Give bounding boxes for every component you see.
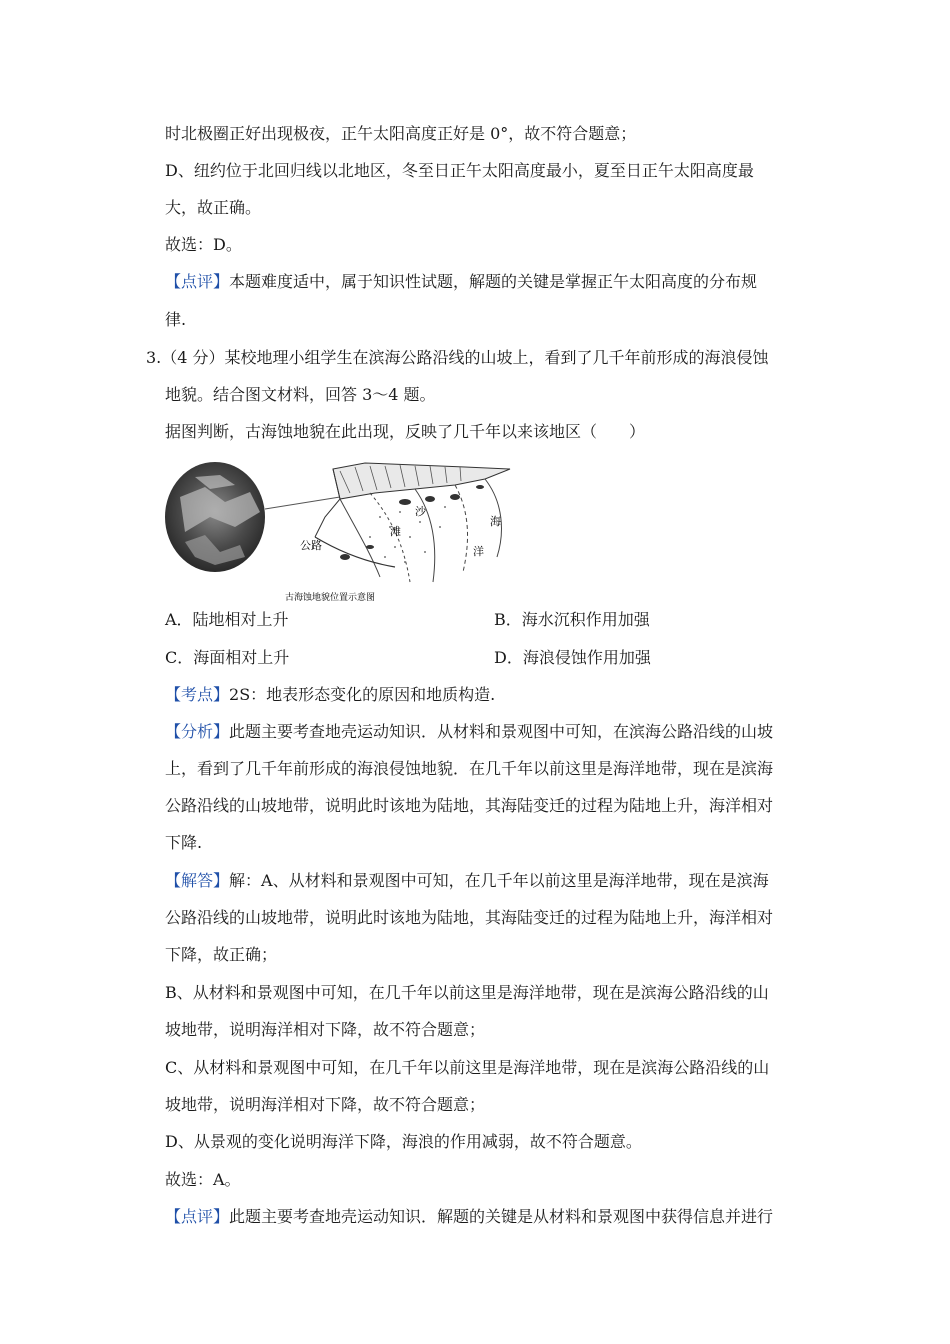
pointer-line bbox=[265, 497, 340, 509]
text-line: 律. bbox=[165, 310, 187, 329]
text-line: 公路沿线的山坡地带，说明此时该地为陆地，其海陆变迁的过程为陆地上升，海洋相对 bbox=[165, 908, 774, 927]
text-line: 坡地带，说明海洋相对下降，故不符合题意； bbox=[165, 1020, 486, 1039]
label-sea: 海 bbox=[490, 515, 501, 528]
comment-tag: 【点评】 bbox=[165, 1207, 230, 1226]
figure-svg bbox=[165, 457, 515, 607]
comment-tag: 【点评】 bbox=[165, 272, 230, 291]
text-line: D、从景观的变化说明海洋下降，海浪的作用减弱，故不符合题意。 bbox=[165, 1132, 642, 1151]
comment-text: 本题难度适中，属于知识性试题，解题的关键是掌握正午太阳高度的分布规 bbox=[229, 272, 758, 291]
knowledge-point-tag: 【考点】 bbox=[165, 685, 230, 704]
label-ocean: 洋 bbox=[473, 545, 484, 558]
rocks bbox=[340, 485, 484, 560]
comment-text: 此题主要考查地壳运动知识．解题的关键是从材料和景观图中获得信息并进行 bbox=[229, 1207, 774, 1226]
knowledge-point-line bbox=[165, 685, 495, 705]
option-a[interactable]: A．陆地相对上升 bbox=[165, 610, 289, 629]
question-stem: 3.（4 分）某校地理小组学生在滨海公路沿线的山坡上，看到了几千年前形成的海浪侵蚀 bbox=[146, 348, 769, 367]
text-line: 下降，故正确； bbox=[165, 945, 278, 964]
text-line: 上，看到了几千年前形成的海浪侵蚀地貌．在几千年以前这里是海洋地带，现在是滨海 bbox=[165, 759, 774, 778]
coastal-erosion-figure bbox=[165, 457, 515, 607]
inset-photo bbox=[165, 462, 265, 572]
knowledge-point-text: 2S：地表形态变化的原因和地质构造. bbox=[229, 685, 496, 704]
label-beach: 滩 bbox=[390, 525, 401, 538]
question-stem: 地貌。结合图文材料，回答 3～4 题。 bbox=[165, 385, 436, 404]
text-line: B、从材料和景观图中可知，在几千年以前这里是海洋地带，现在是滨海公路沿线的山 bbox=[165, 983, 769, 1002]
option-c[interactable]: C．海面相对上升 bbox=[165, 648, 290, 667]
text-line: 下降. bbox=[165, 833, 203, 852]
text-line: 时北极圈正好出现极夜，正午太阳高度正好是 0°，故不符合题意； bbox=[165, 124, 637, 143]
comment-line bbox=[165, 272, 757, 292]
solution-line bbox=[165, 871, 769, 891]
analysis-tag: 【分析】 bbox=[165, 722, 230, 741]
solution-tag: 【解答】 bbox=[165, 871, 230, 890]
text-line: C、从材料和景观图中可知，在几千年以前这里是海洋地带，现在是滨海公路沿线的山 bbox=[165, 1058, 770, 1077]
text-line: 公路沿线的山坡地带，说明此时该地为陆地，其海陆变迁的过程为陆地上升，海洋相对 bbox=[165, 796, 774, 815]
text-line: 大，故正确。 bbox=[165, 198, 262, 217]
label-road: 公路 bbox=[300, 539, 322, 552]
analysis-text: 此题主要考查地壳运动知识．从材料和景观图中可知，在滨海公路沿线的山坡 bbox=[229, 722, 774, 741]
label-sand: 沙 bbox=[415, 505, 426, 518]
option-d[interactable]: D．海浪侵蚀作用加强 bbox=[494, 648, 651, 667]
solution-text: 解：A、从材料和景观图中可知，在几千年以前这里是海洋地带，现在是滨海 bbox=[229, 871, 769, 890]
option-b[interactable]: B．海水沉积作用加强 bbox=[494, 610, 650, 629]
comment-line bbox=[165, 1207, 773, 1227]
text-line: 故选：D。 bbox=[165, 235, 242, 254]
text-line: 坡地带，说明海洋相对下降，故不符合题意； bbox=[165, 1095, 486, 1114]
answer-line: 故选：A。 bbox=[165, 1170, 241, 1189]
text-line: D、纽约位于北回归线以北地区，冬至日正午太阳高度最小，夏至日正午太阳高度最 bbox=[165, 161, 754, 180]
analysis-line bbox=[165, 722, 773, 742]
road-line bbox=[315, 537, 395, 567]
cliff-sketch bbox=[315, 463, 510, 537]
figure-caption: 古海蚀地貌位置示意图 bbox=[285, 593, 376, 603]
question-prompt: 据图判断，古海蚀地貌在此出现，反映了几千年以来该地区（ ） bbox=[165, 422, 646, 441]
